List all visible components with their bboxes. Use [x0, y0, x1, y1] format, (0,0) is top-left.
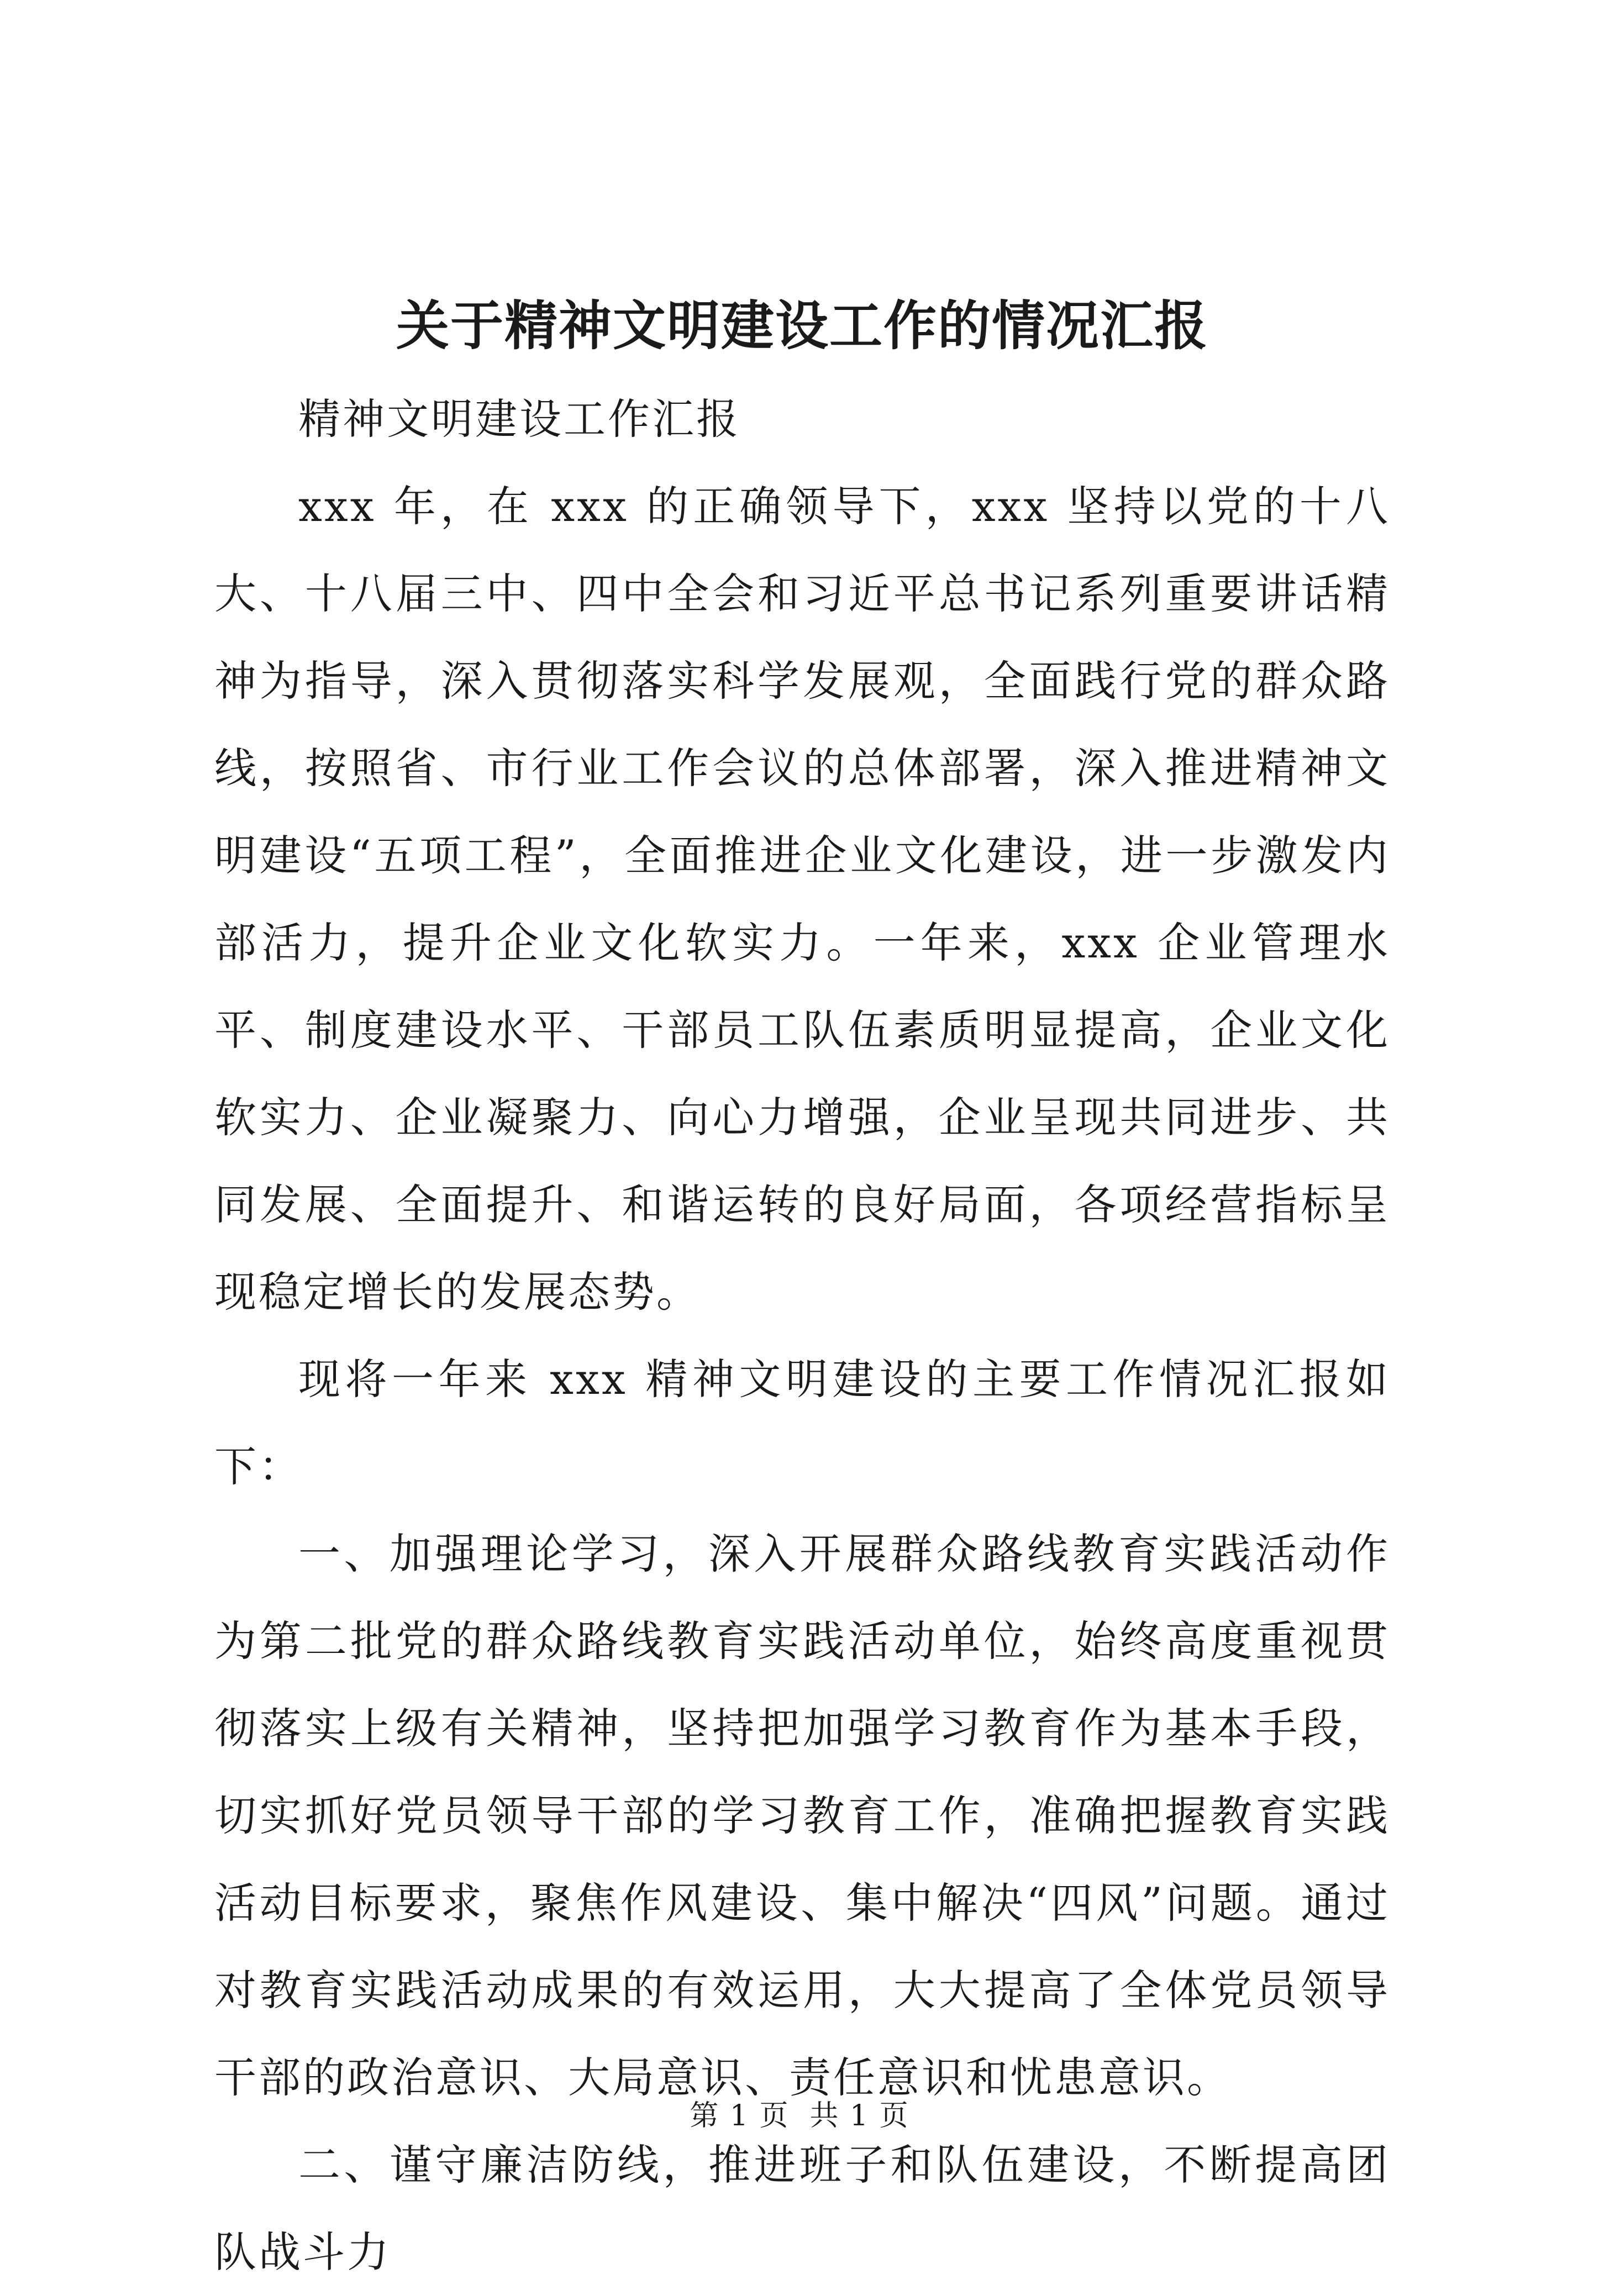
paragraph-summary-lead: 现将一年来 xxx 精神文明建设的主要工作情况汇报如下：: [214, 1355, 1390, 1491]
document-title: 关于精神文明建设工作的情况汇报: [396, 294, 1208, 357]
page-footer: [0, 2097, 1599, 2135]
paragraph-subtitle: 精神文明建设工作汇报: [298, 394, 740, 444]
paragraph-section-two: 二、谨守廉洁防线，推进班子和队伍建设，不断提高团队战斗力: [214, 2140, 1390, 2277]
paragraph-section-one: 一、加强理论学习，深入开展群众路线教育实践活动作为第二批党的群众路线教育实践活动单位，始终高度重视贯彻落实上级有关精神，坚持把加强学习教育作为基本手段，切实抓好党员领导干部的学习教育工作，准确把握教育实践活动目标要求，聚焦作风建设、集中解决“四风”问题。通过对教育实践活动成果的有效运用，大大提高了全体党员领导干部的政治意识、大局意识、责任意识和忧患意识。: [214, 1529, 1390, 2102]
document-body: [214, 287, 1390, 2296]
page-number: 第 1 页 共 1 页: [690, 2099, 909, 2132]
paragraph-intro: xxx 年，在 xxx 的正确领导下，xxx 坚持以党的十八大、十八届三中、四中全会和习近平总书记系列重要讲话精神为指导，深入贯彻落实科学发展观，全面践行党的群众路线，按照省、市行业工作会议的总体部署，深入推进精神文明建设“五项工程”，全面推进企业文化建设，进一步激发内部活力，提升企业文化软实力。一年来，xxx 企业管理水平、制度建设水平、干部员工队伍素质明显提高，企业文化软实力、企业凝聚力、向心力增强，企业呈现共同进步、共同发展、全面提升、和谐运转的良好局面，各项经营指标呈现稳定增长的发展态势。: [214, 482, 1390, 1316]
